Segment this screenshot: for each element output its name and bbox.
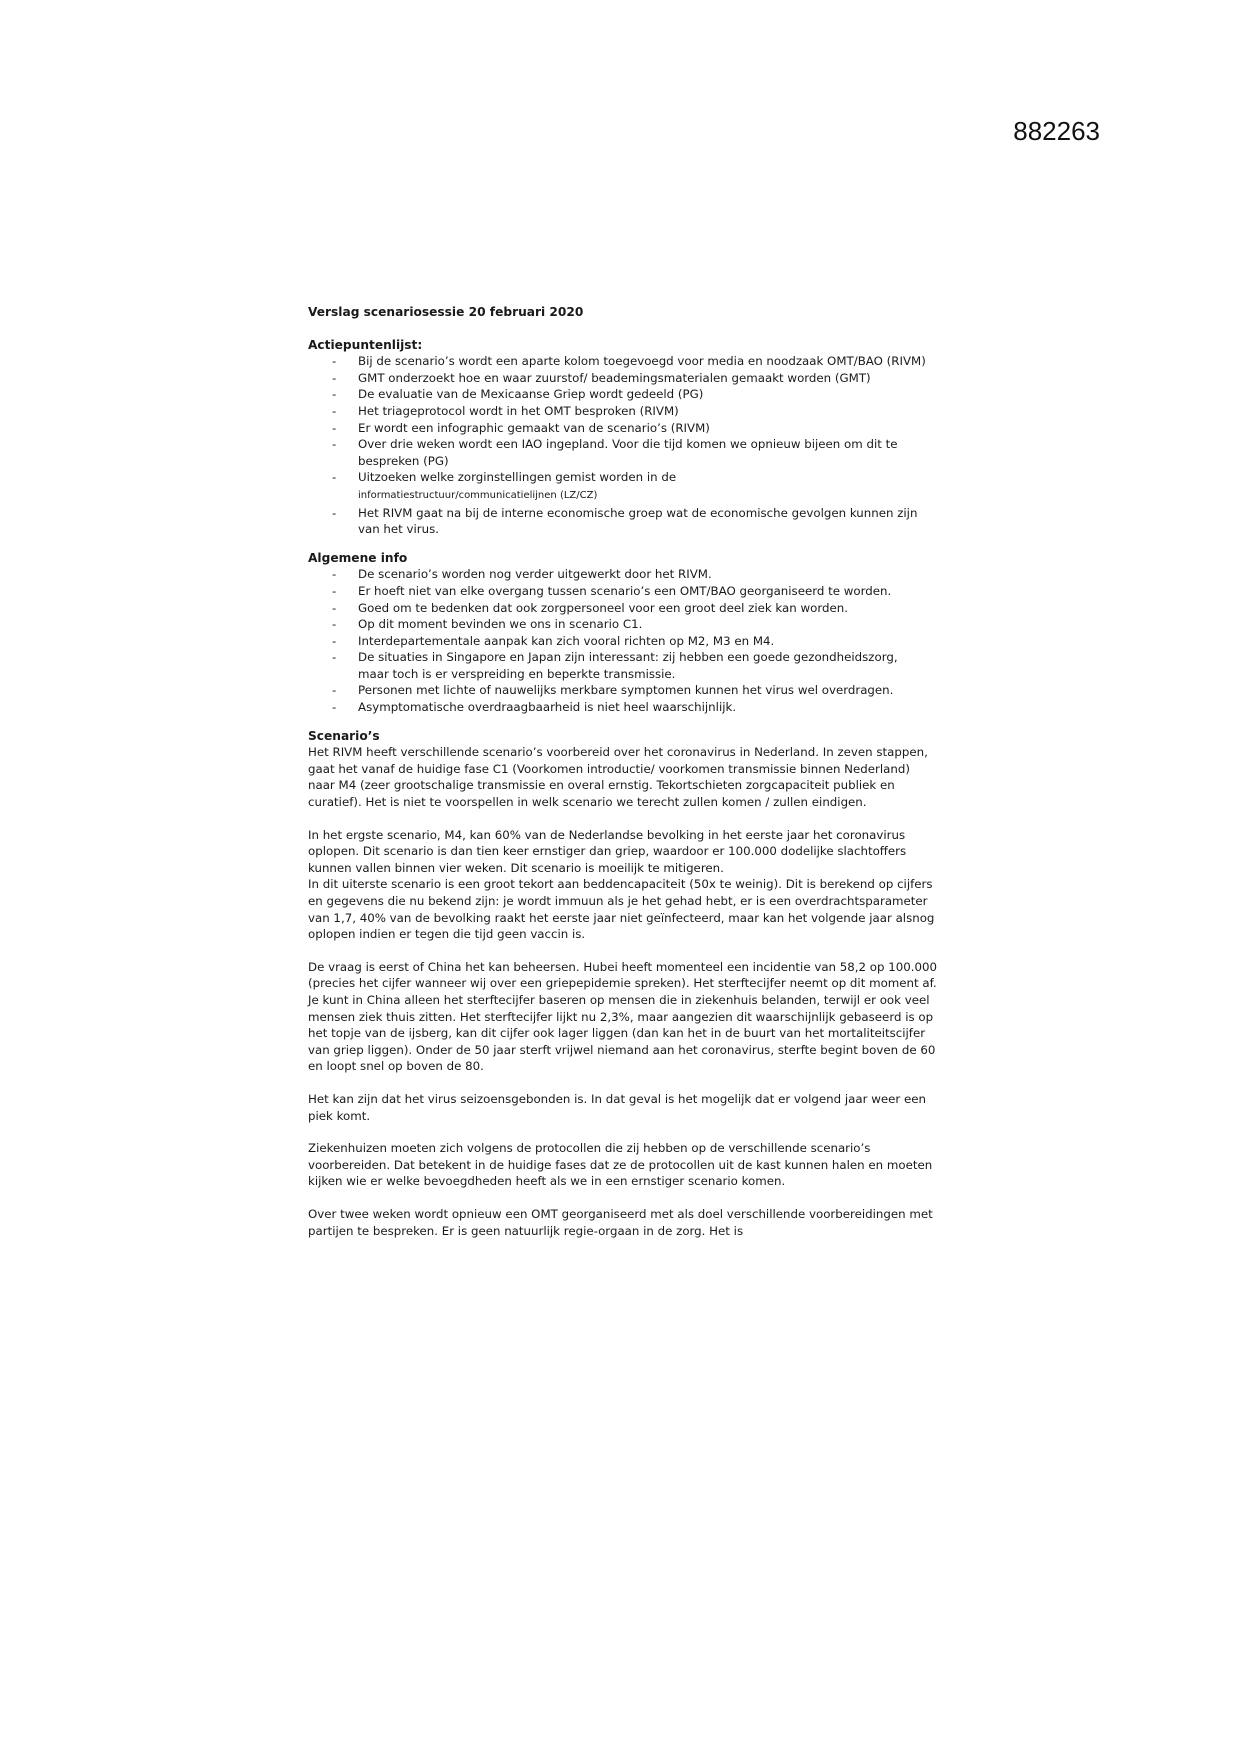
list-item: - Goed om te bedenken dat ook zorgpersoneel voor een groot deel ziek kan worden. — [358, 600, 940, 617]
list-item: - De scenario’s worden nog verder uitgewerkt door het RIVM. — [358, 566, 940, 583]
list-item: - Personen met lichte of nauwelijks merkbare symptomen kunnen het virus wel overdragen. — [358, 682, 940, 699]
list-item: - GMT onderzoekt hoe en waar zuurstof/ beademingsmaterialen gemaakt worden (GMT) — [358, 370, 940, 387]
scenarios-paragraph: Ziekenhuizen moeten zich volgens de protocollen die zij hebben op de verschillende scenario’s voorbereiden. Dat betekent in de huidige fases dat ze de protocollen uit de kast kunnen halen en moeten kijken wie er welke bevoegdheden heeft als we in een ernstiger scenario komen. — [308, 1141, 933, 1189]
scenarios-paragraph: De vraag is eerst of China het kan beheersen. Hubei heeft momenteel een incidentie van 58,2 op 100.000 (precies het cijfer wanneer wij over een griepepidemie spreken). Het sterftecijfer neemt op dit moment af. Je kunt in China alleen het sterftecijfer baseren op mensen die in ziekenhuis belanden, terwijl er ook veel mensen ziek thuis zitten. Het sterftecijfer lijkt nu 2,3%, maar aangezien dit waarschijnlijk gebaseerd is op het topje van de ijsberg, kan dit cijfer ook lager liggen (dan kan het in de buurt van het mortaliteitscijfer van griep liggen). Onder de 50 jaar sterft vrijwel niemand aan het coronavirus, sterfte begint boven de 60 en loopt snel op boven de 80. — [308, 959, 938, 1074]
list-item: - Er wordt een infographic gemaakt van de scenario’s (RIVM) — [358, 420, 940, 437]
list-item: - Interdepartementale aanpak kan zich vooral richten op M2, M3 en M4. — [358, 633, 940, 650]
scenarios-paragraph: Over twee weken wordt opnieuw een OMT georganiseerd met als doel verschillende voorbereidingen met partijen te bespreken. Er is geen natuurlijk regie-orgaan in de zorg. Het is — [308, 1206, 933, 1238]
list-item — [358, 469, 940, 504]
list-item: - Het triageprotocol wordt in het OMT besproken (RIVM) — [358, 403, 940, 420]
document-number: 882263 — [1013, 116, 1100, 146]
list-item: - Op dit moment bevinden we ons in scenario C1. — [358, 616, 940, 633]
list-item: - De situaties in Singapore en Japan zijn interessant: zij hebben een goede gezondheidszorg, maar toch is er verspreiding en beperkte transmissie. — [358, 649, 940, 682]
list-item: - De evaluatie van de Mexicaanse Griep wordt gedeeld (PG) — [358, 386, 940, 403]
general-info-heading: Algemene info — [308, 550, 408, 565]
general-info-list — [308, 566, 940, 715]
list-item: - Het RIVM gaat na bij de interne economische groep wat de economische gevolgen kunnen zijn van het virus. — [358, 505, 940, 538]
scenarios-paragraph: In het ergste scenario, M4, kan 60% van de Nederlandse bevolking in het eerste jaar het coronavirus oplopen. Dit scenario is dan tien keer ernstiger dan griep, waardoor er 100.000 dodelijke slachtoffers kunnen vallen binnen vier weken. Dit scenario is moeilijk te mitigeren. — [308, 827, 907, 875]
scenarios-heading: Scenario’s — [308, 728, 380, 743]
action-points-heading: Actiepuntenlijst: — [308, 337, 423, 352]
scenarios-paragraph: Het RIVM heeft verschillende scenario’s voorbereid over het coronavirus in Nederland. In zeven stappen, gaat het vanaf de huidige fase C1 (Voorkomen introductie/ voorkomen transmissie binnen Nederland) naar M4 (zeer grootschalige transmissie en overal ernstig. Tekortschieten zorgcapaciteit publiek en curatief). Het is niet te voorspellen in welk scenario we terecht zullen komen / zullen eindigen. — [308, 745, 928, 810]
list-item-text: Uitzoeken welke zorginstellingen gemist worden in de — [358, 470, 677, 485]
list-item: - Bij de scenario’s wordt een aparte kolom toegevoegd voor media en noodzaak OMT/BAO (RIVM) — [358, 353, 940, 370]
document-body — [308, 304, 940, 1239]
list-item: - Asymptomatische overdraagbaarheid is niet heel waarschijnlijk. — [358, 699, 940, 716]
document-title: Verslag scenariosessie 20 februari 2020 — [308, 305, 584, 319]
list-item: - Er hoeft niet van elke overgang tussen scenario’s een OMT/BAO georganiseerd te worden. — [358, 583, 940, 600]
list-item-text-small: informatiestructuur/communicatielijnen (LZ/CZ) — [358, 489, 598, 501]
scenarios-paragraph: Het kan zijn dat het virus seizoensgebonden is. In dat geval is het mogelijk dat er volgend jaar weer een piek komt. — [308, 1091, 926, 1123]
list-item: - Over drie weken wordt een IAO ingepland. Voor die tijd komen we opnieuw bijeen om dit te bespreken (PG) — [358, 436, 940, 469]
scenarios-paragraph: In dit uiterste scenario is een groot tekort aan beddencapaciteit (50x te weinig). Dit is berekend op cijfers en gegevens die nu bekend zijn: je wordt immuun als je het gehad hebt, er is een overdrachtsparameter van 1,7, 40% van de bevolking raakt het eerste jaar niet geïnfecteerd, maar kan het volgende jaar alsnog oplopen indien er tegen die tijd geen vaccin is. — [308, 877, 935, 942]
action-points-list — [308, 353, 940, 538]
